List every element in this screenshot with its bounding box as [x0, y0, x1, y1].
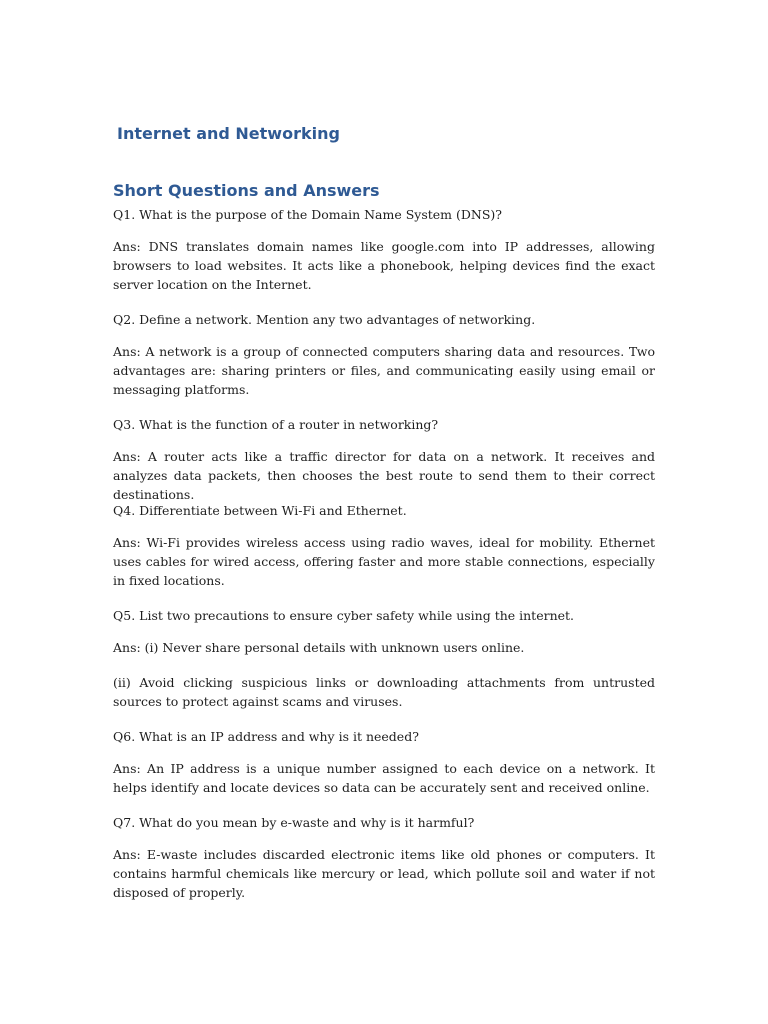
- question-7: Q7. What do you mean by e-waste and why is it harmful?: [113, 815, 475, 830]
- question-2: Q2. Define a network. Mention any two advantages of networking.: [113, 312, 536, 327]
- answer-6: Ans: An IP address is a unique number assigned to each device on a network. It helps identify and locate devices so data can be accurately sent and received online.: [113, 761, 655, 795]
- question-5: Q5. List two precautions to ensure cyber safety while using the internet.: [113, 608, 575, 623]
- answer-5-part-1: Ans: (i) Never share personal details with unknown users online.: [113, 640, 525, 655]
- question-6: Q6. What is an IP address and why is it needed?: [113, 729, 419, 744]
- document-title: Internet and Networking: [117, 124, 340, 143]
- question-1: Q1. What is the purpose of the Domain Name System (DNS)?: [113, 207, 502, 222]
- section-heading: Short Questions and Answers: [113, 181, 380, 200]
- answer-4: Ans: Wi-Fi provides wireless access using radio waves, ideal for mobility. Ethernet uses cables for wired access, offering faster and more stable connections, especially in fixed locations.: [113, 535, 655, 588]
- question-3: Q3. What is the function of a router in networking?: [113, 417, 439, 432]
- answer-1: Ans: DNS translates domain names like google.com into IP addresses, allowing browsers to load websites. It acts like a phonebook, helping devices find the exact server location on the Internet.: [113, 239, 655, 292]
- answer-2: Ans: A network is a group of connected computers sharing data and resources. Two advantages are: sharing printers or files, and communicating easily using email or messaging platforms.: [113, 344, 655, 397]
- answer-7: Ans: E-waste includes discarded electronic items like old phones or computers. It contains harmful chemicals like mercury or lead, which pollute soil and water if not disposed of properly.: [113, 847, 655, 900]
- answer-5-part-2: (ii) Avoid clicking suspicious links or downloading attachments from untrusted sources to protect against scams and viruses.: [113, 675, 655, 709]
- answer-3: Ans: A router acts like a traffic director for data on a network. It receives and analyzes data packets, then chooses the best route to send them to their correct destinations.: [113, 449, 655, 502]
- question-4: Q4. Differentiate between Wi-Fi and Ethernet.: [113, 503, 407, 518]
